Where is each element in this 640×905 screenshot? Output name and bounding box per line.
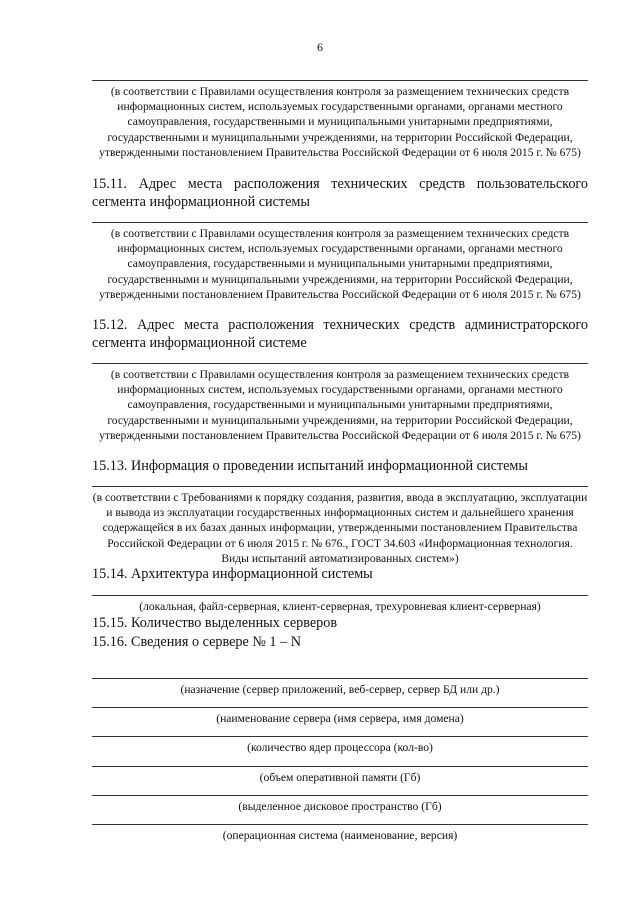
note-architecture: (локальная, файл-серверная, клиент-серверная, трехуровневая клиент-серверная) bbox=[139, 600, 541, 613]
note-rules-676: (в соответствии с Требованиями к порядку создания, развития, ввода в эксплуатацию, эксплуатации и вывода из эксплуатации государственных информационных систем и дальнейшего хранения содержащейся в их базах данных информации, утвержденными постановлением Правительства Российской Федерации от 6 июля 2015 г. № 676., ГОСТ 34.603 «Информационная технология. Виды испытаний автоматизированных систем») bbox=[92, 491, 588, 565]
fill-line bbox=[92, 824, 588, 825]
fill-line bbox=[92, 766, 588, 767]
section-15-14: 15.14. Архитектура информационной системы bbox=[92, 566, 373, 582]
fill-line bbox=[92, 707, 588, 708]
fill-line bbox=[92, 486, 588, 487]
server-field-purpose: (назначение (сервер приложений, веб-сервер, сервер БД или др.) bbox=[180, 683, 500, 696]
server-field-os: (операционная система (наименование, версия) bbox=[222, 829, 458, 842]
section-15-11: 15.11. Адрес места расположения технических средств пользовательского сегмента информационной системы bbox=[92, 176, 588, 210]
section-15-16: 15.16. Сведения о сервере № 1 – N bbox=[92, 634, 301, 650]
fill-line bbox=[92, 80, 588, 81]
server-field-name: (наименование сервера (имя сервера, имя домена) bbox=[216, 712, 464, 725]
note-rules-675: (в соответствии с Правилами осуществления контроля за размещением технических средств информационных систем, используемых государственными органами, органами местного самоуправления, государственными и муниципальными унитарными предприятиями, государственными и муниципальными учреждениями, на территории Российской Федерации, утвержденными постановлением Правительства Российской Федерации от 6 июля 2015 г. № 675) bbox=[99, 227, 581, 301]
page-number: 6 bbox=[317, 40, 323, 54]
fill-line bbox=[92, 363, 588, 364]
section-15-15: 15.15. Количество выделенных серверов bbox=[92, 615, 338, 631]
fill-line bbox=[92, 222, 588, 223]
note-rules-675: (в соответствии с Правилами осуществления контроля за размещением технических средств информационных систем, используемых государственными органами, органами местного самоуправления, государственными и муниципальными унитарными предприятиями, государственными и муниципальными учреждениями, на территории Российской Федерации, утвержденными постановлением Правительства Российской Федерации от 6 июля 2015 г. № 675) bbox=[99, 368, 581, 442]
server-field-disk: (выделенное дисковое пространство (Гб) bbox=[238, 800, 442, 813]
fill-line bbox=[92, 678, 588, 679]
server-field-cpu-cores: (количество ядер процессора (кол-во) bbox=[247, 741, 433, 754]
fill-line bbox=[92, 795, 588, 796]
server-field-ram: (объем оперативной памяти (Гб) bbox=[259, 771, 421, 784]
section-15-12: 15.12. Адрес места расположения технических средств администраторского сегмента информационной системе bbox=[92, 317, 588, 351]
section-15-13: 15.13. Информация о проведении испытаний информационной системы bbox=[92, 458, 528, 474]
fill-line bbox=[92, 736, 588, 737]
fill-line bbox=[92, 595, 588, 596]
note-rules-675: (в соответствии с Правилами осуществления контроля за размещением технических средств информационных систем, используемых государственными органами, органами местного самоуправления, государственными и муниципальными унитарными предприятиями, государственными и муниципальными учреждениями, на территории Российской Федерации, утвержденными постановлением Правительства Российской Федерации от 6 июля 2015 г. № 675) bbox=[99, 85, 581, 159]
